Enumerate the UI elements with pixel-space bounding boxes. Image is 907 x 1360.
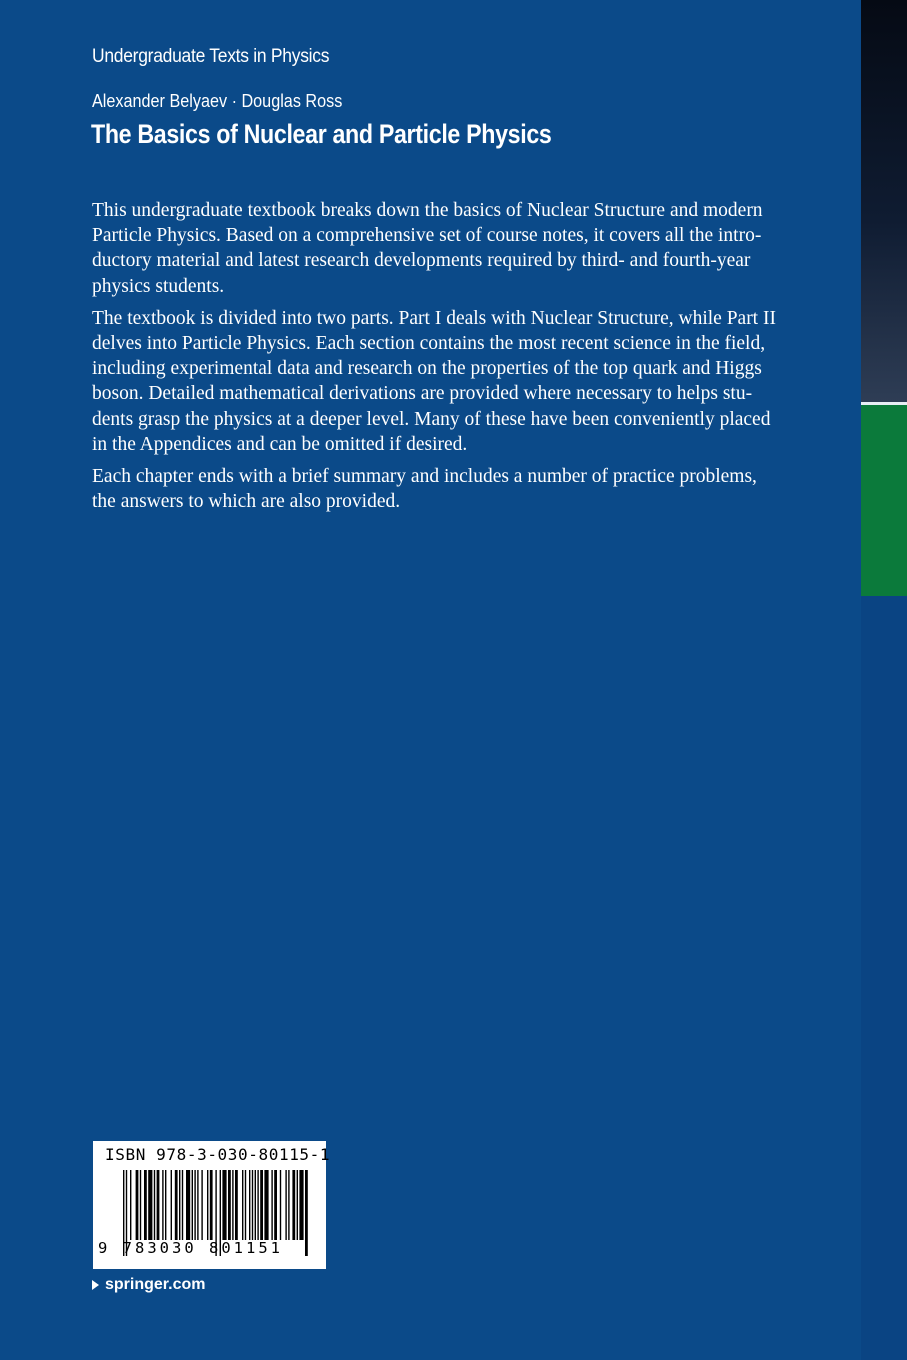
barcode-bar [271, 1170, 272, 1240]
barcode-bar [297, 1170, 298, 1240]
barcode-bar [148, 1170, 152, 1240]
barcode-bar [299, 1170, 303, 1240]
barcode-bar [222, 1170, 226, 1240]
barcode-bar [165, 1170, 166, 1240]
isbn-label: ISBN 978-3-030-80115-1 [105, 1145, 331, 1164]
spine-green-band [861, 405, 907, 596]
barcode-bar [210, 1170, 213, 1240]
website-label: springer.com [105, 1276, 206, 1293]
barcode-bar [194, 1170, 195, 1240]
barcode-bar [179, 1170, 180, 1240]
barcode-digits: 9 783030 801151 [98, 1239, 283, 1257]
blurb-line: Particle Physics. Based on a comprehensive set of course notes, it covers all the intro- [92, 225, 762, 247]
series-name: Undergraduate Texts in Physics [92, 46, 330, 67]
barcode-bar [280, 1170, 281, 1240]
blurb-line: ductory material and latest research developments required by third- and fourth-year [92, 250, 751, 272]
barcode-bar [228, 1170, 231, 1240]
barcode-bar [232, 1170, 233, 1240]
barcode-bar [207, 1170, 208, 1240]
arrow-right-icon [92, 1280, 99, 1290]
barcode-bar [157, 1170, 160, 1240]
publisher-website-link[interactable] [92, 1276, 205, 1294]
barcode-bar [175, 1170, 178, 1240]
blurb-line: the answers to which are also provided. [92, 491, 401, 513]
authors: Alexander Belyaev · Douglas Ross [92, 91, 343, 111]
barcode-bar [305, 1170, 308, 1256]
barcode-bar [154, 1170, 155, 1240]
barcode-bar [162, 1170, 163, 1240]
barcode-bar [249, 1170, 250, 1240]
barcode-bar [242, 1170, 243, 1240]
blurb-line: Each chapter ends with a brief summary and includes a number of practice problems, [92, 466, 757, 488]
blurb-paragraph-2 [92, 306, 792, 457]
barcode-bar [201, 1170, 202, 1240]
blurb-line: dents grasp the physics at a deeper level. Many of these have been conveniently placed [92, 408, 771, 430]
barcode-bar [192, 1170, 193, 1240]
blurb-line: boson. Detailed mathematical derivations are provided where necessary to helps stu- [92, 383, 753, 405]
barcode-bar [260, 1170, 263, 1240]
blurb-line: This undergraduate textbook breaks down the basics of Nuclear Structure and modern [92, 200, 763, 221]
barcode-bar [264, 1170, 268, 1240]
barcode-bar [245, 1170, 246, 1240]
barcode-bar [285, 1170, 286, 1240]
barcode-bar [257, 1170, 258, 1240]
blurb-paragraph-1 [92, 198, 792, 299]
barcode-bar [130, 1170, 131, 1240]
blurb-line: The textbook is divided into two parts. Part I deals with Nuclear Structure, while Part II [92, 307, 776, 329]
barcode-bar [235, 1170, 238, 1240]
blurb-paragraph-3 [92, 464, 792, 514]
blurb-line: in the Appendices and can be omitted if desired. [92, 433, 468, 455]
blurb-line: physics students. [92, 275, 225, 297]
barcode-bar [274, 1170, 277, 1240]
barcode-bar [186, 1170, 190, 1240]
barcode-bar [252, 1170, 253, 1240]
blurb-line: delves into Particle Physics. Each section contains the most recent science in the field, [92, 333, 766, 355]
barcode-box [93, 1141, 331, 1269]
barcode-bar [144, 1170, 147, 1240]
barcode-bar [197, 1170, 198, 1240]
barcode-bar [136, 1170, 139, 1240]
book-title: The Basics of Nuclear and Particle Physics [91, 119, 552, 149]
spine-dark-band [861, 0, 907, 402]
barcode-bar [171, 1170, 172, 1240]
barcode-bar [140, 1170, 141, 1240]
blurb [92, 198, 792, 521]
blurb-line: including experimental data and research on the properties of the top quark and Higgs [92, 358, 762, 380]
barcode-bar [292, 1170, 295, 1240]
barcode-bar [288, 1170, 289, 1240]
barcode-bar [182, 1170, 183, 1240]
barcode-bar [255, 1170, 256, 1240]
